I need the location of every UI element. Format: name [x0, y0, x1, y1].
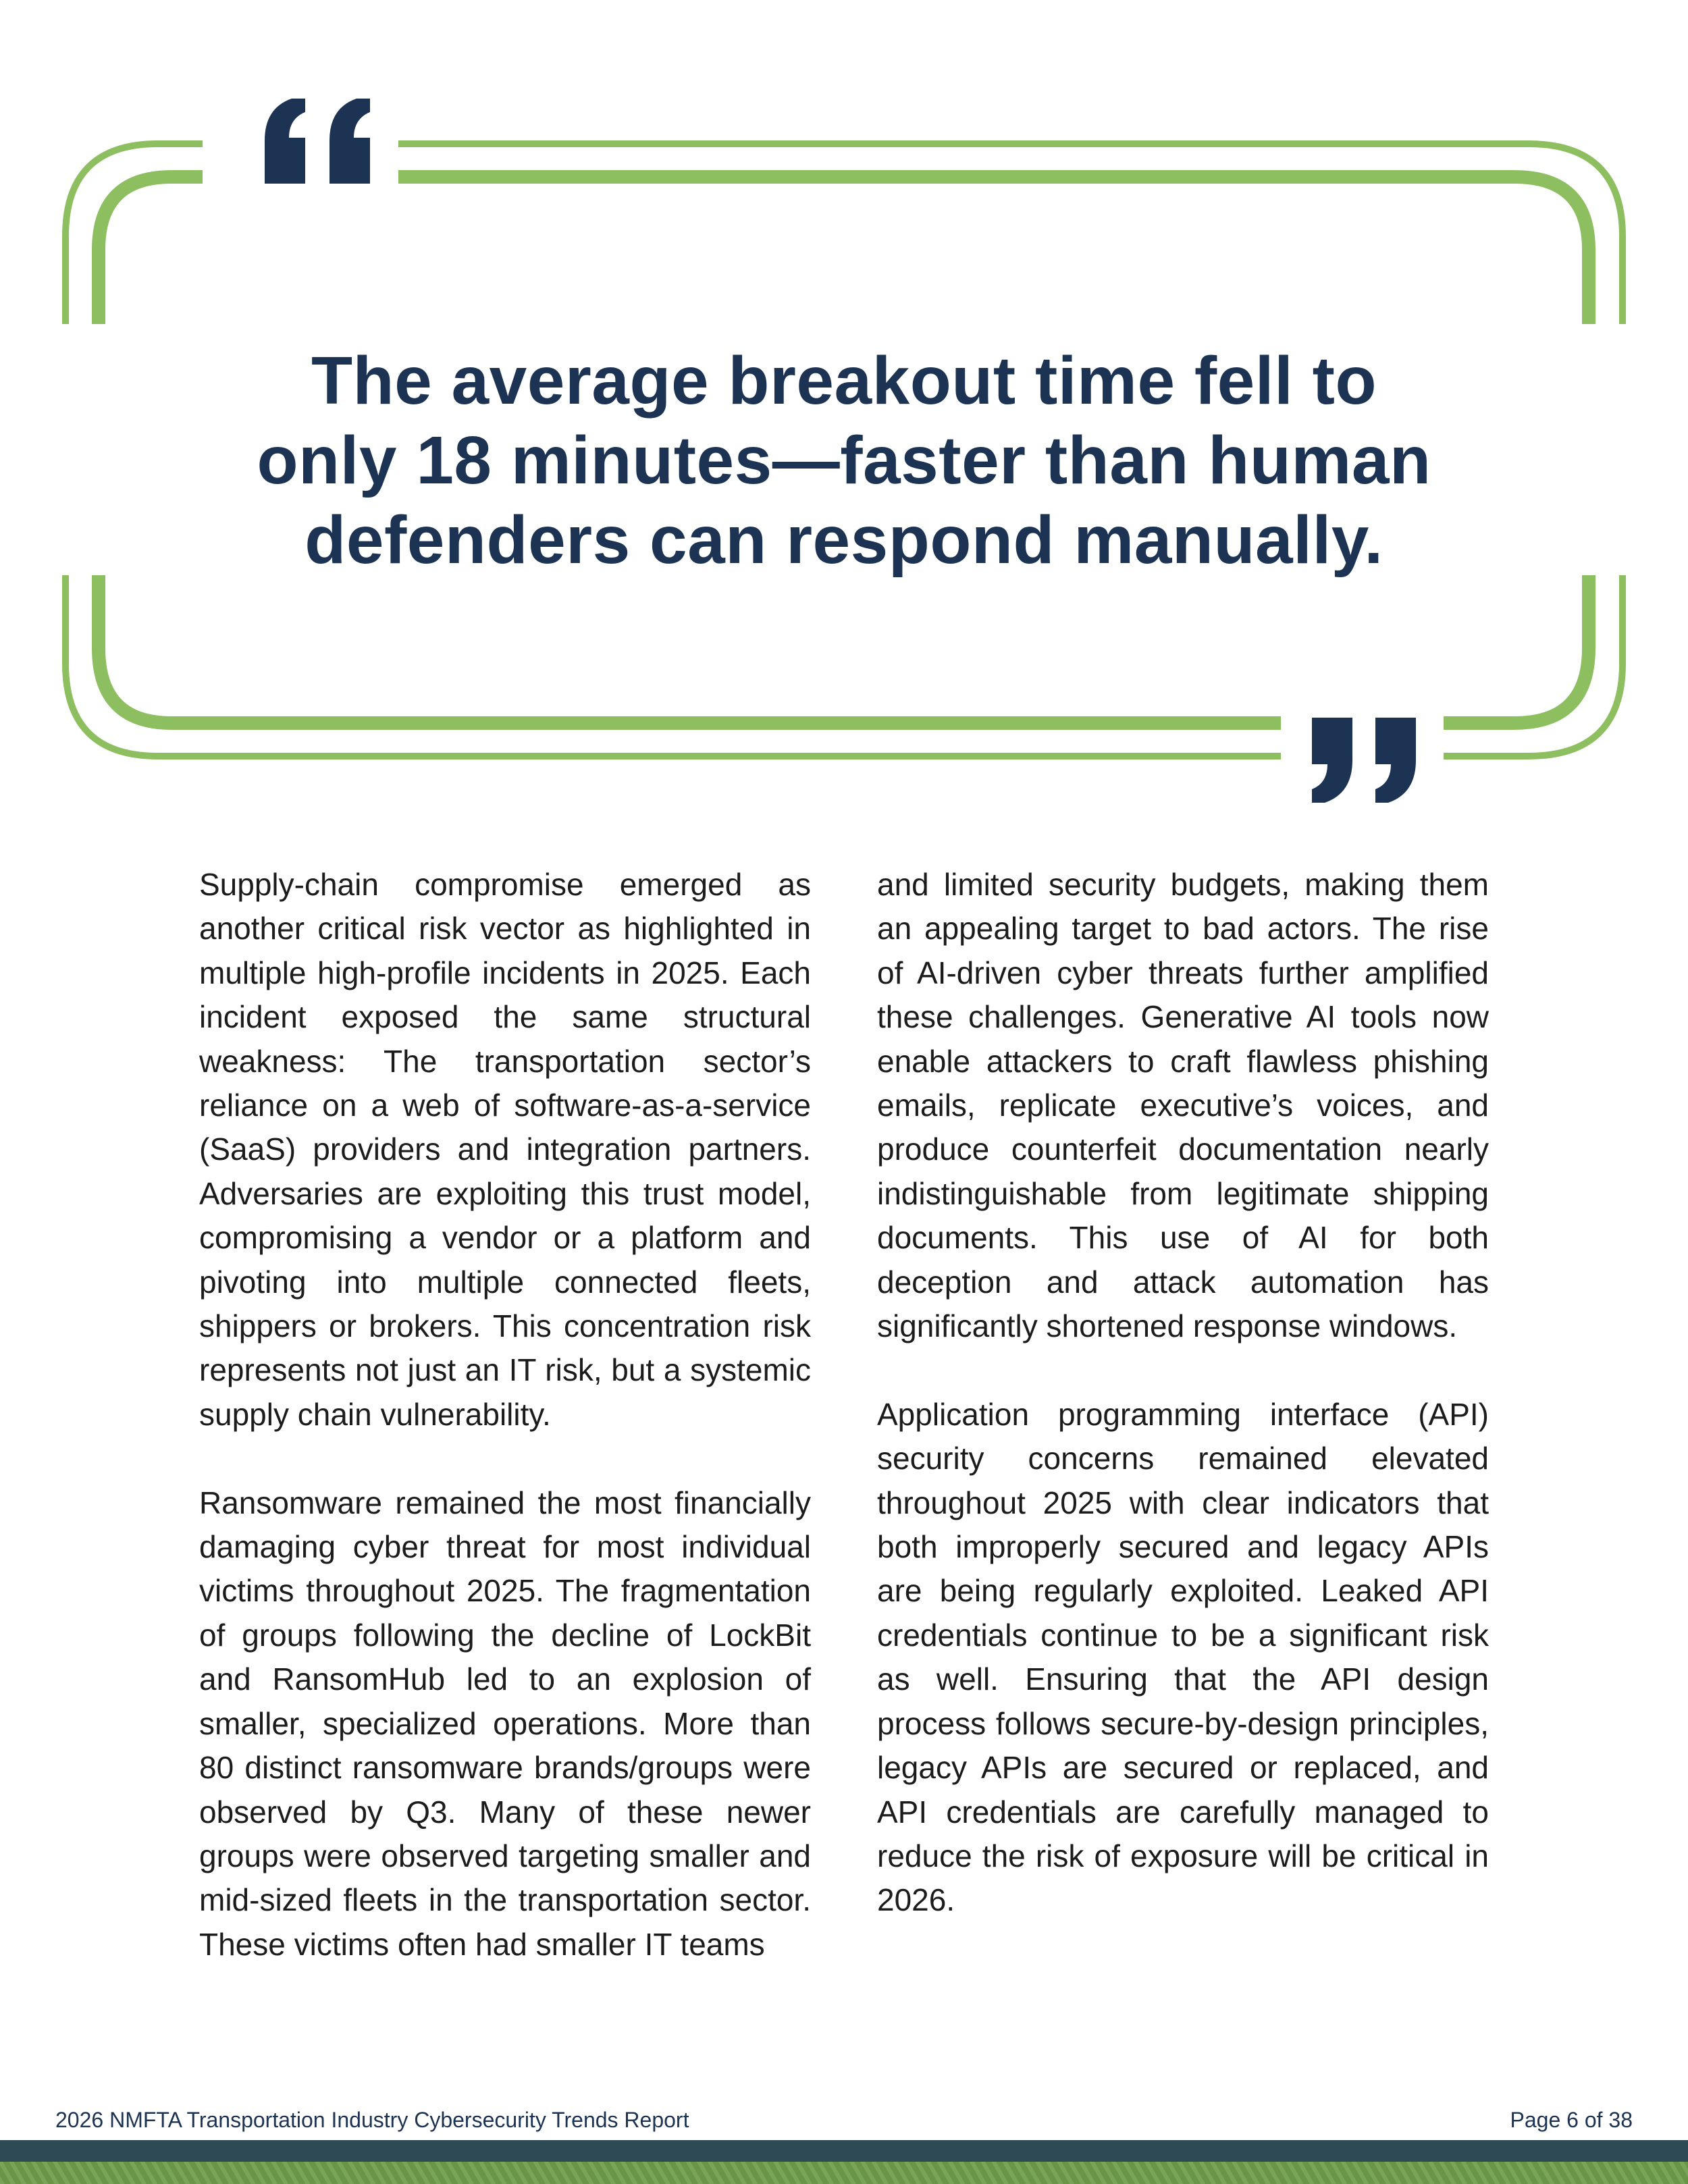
quote-line: only 18 minutes—faster than human — [257, 423, 1431, 498]
paragraph-ransomware: Ransomware remained the most financially damaging cyber threat for most individual victims throughout 2025. The fragmentation of groups following the decline of LockBit and RansomHub led to an explosion of smaller, specialized operations. More than 80 distinct ransomware brands/groups were observed by Q3. Many of these newer groups were observed targeting smaller and mid-sized fleets in the transportation sector. These victims often had smaller IT teams — [199, 1485, 811, 1962]
quote-text — [203, 341, 1485, 580]
frame-top-left-inner — [99, 177, 203, 324]
right-column — [877, 863, 1489, 1923]
paragraph-ai-threats: and limited security budgets, making them an appealing target to bad actors. The rise of AI-driven cyber threats further amplified these challenges. Generative AI tools now enable attackers to craft flawless phishing emails, replicate executive’s voices, and produce counterfeit documentation nearly indistinguishable from legitimate shipping documents. This use of AI for both deception and attack automation has significantly shortened response windows. — [877, 867, 1489, 1344]
frame-bottom-right-inner — [1444, 575, 1589, 723]
paragraph-supply-chain: Supply-chain compromise emerged as another critical risk vector as highlighted in multiple high-profile incidents in 2025. Each incident exposed the same structural weakness: The transportation sector’s reliance on a web of software-as-a-service (SaaS) providers and integration partners. Adversaries are exploiting this trust model, compromising a vendor or a platform and pivoting into multiple connected fleets, shippers or brokers. This concentration risk represents not just an IT risk, but a systemic supply chain vulnerability. — [199, 867, 811, 1432]
footer-band-dark — [0, 2140, 1688, 2162]
close-quote-icon — [1312, 718, 1416, 803]
pull-quote — [0, 0, 1688, 824]
frame-top-right-inner — [398, 177, 1589, 324]
footer-page-number: Page 6 of 38 — [1510, 2108, 1633, 2132]
quote-line: defenders can respond manually. — [305, 502, 1383, 578]
footer-band-green — [0, 2162, 1688, 2184]
open-quote-icon — [265, 99, 370, 184]
frame-bottom-left-inner — [99, 575, 1281, 723]
footer-report-title: 2026 NMFTA Transportation Industry Cybersecurity Trends Report — [55, 2108, 689, 2132]
quote-line: The average breakout time fell to — [311, 343, 1377, 419]
paragraph-api-security: Application programming interface (API) security concerns remained elevated throughout 2025 with clear indicators that both improperly secured and legacy APIs are being regularly exploited. Leaked API credentials continue to be a significant risk as well. Ensuring that the API design process follows secure-by-design principles, legacy APIs are secured or replaced, and API credentials are carefully managed to reduce the risk of exposure will be critical in 2026. — [877, 1396, 1489, 1918]
left-column — [199, 863, 811, 1967]
